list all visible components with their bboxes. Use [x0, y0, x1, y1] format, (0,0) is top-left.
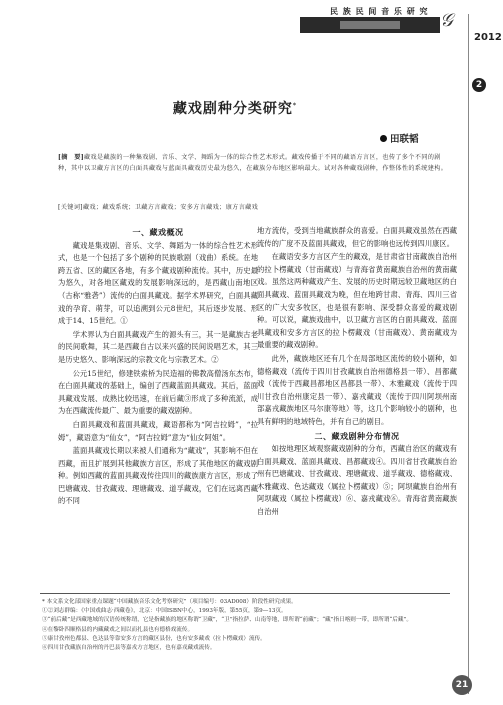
bullet-icon	[380, 135, 387, 142]
paragraph: 地方流传，受到当地藏族群众的喜爱。白面具藏戏虽然在西藏流传的广度不及蓝面具藏戏，但它的影响也远传到四川康区。	[257, 226, 457, 248]
abstract	[58, 152, 453, 174]
paragraph: 公元15世纪，修建铁索桥为民造福的佛教高僧汤东杰布，在白面具藏戏的基础上，编创了西藏蓝面具藏戏。其后，蓝面具藏戏发展、成熟比较迅速，在前后藏③形成了多种流派，成为在西藏流传最广、最为重要的藏戏剧种。	[58, 368, 258, 416]
footnote: * 本文系文化部国家重点课题“中国藏族音乐文化考察研究”（项目编号：03AD008）阶段性研究成果。	[42, 599, 297, 605]
footnotes	[42, 598, 462, 653]
paragraph: 在藏语安多方言区产生的藏戏，是甘肃省甘南藏族自治州的拉卜楞藏戏（甘南藏戏）与青海省黄南藏族自治州的黄南藏戏。虽然这两种藏戏产生、发展的历史时期远较卫藏地区的白面具藏戏、蓝面具藏戏为晚，但在地跨甘肃、青海、四川三省区的广大安多牧区，也是很有影响、深受群众喜爱的藏戏剧种。可以说，藏族戏曲中，以卫藏方言区的白面具藏戏、蓝面具藏戏和安多方言区的拉卜楞藏戏（甘南藏戏）、黄南藏戏为最重要的藏戏剧种。	[257, 252, 457, 350]
issue-badge: 2	[472, 78, 486, 92]
footnote: ①②刘志群编：《中国戏曲志·西藏卷》，北京：中国ISBN中心，1993年版，第55页，第9—13页。	[42, 608, 287, 615]
abstract-label: [摘 要]	[58, 154, 84, 161]
footnote: ④在黎卧四顺格县的内藏藏戏之间以而扎县也有德格戏流传。	[42, 626, 194, 633]
paragraph: 藏戏是集戏剧、音乐、文学、舞蹈为一体的综合性艺术形式，也是一个包括了多个剧种的民族歌剧（戏曲）系统。在地跨五省、区的藏区各地，有多个藏戏剧种流传。其中，历史最为悠久，对各地区藏戏的发展影响深远的，是西藏山南地区（古称“雅砻”）流传的白面具藏戏。据学术界研究，白面具藏戏的孕育、萌芽，可以追溯到公元8世纪，其后逐步发展、形成于14、15世纪。①	[58, 240, 258, 326]
paragraph: 此外，藏族地区还有几个在局部地区流传的较小剧种，如德格藏戏（流传于四川甘孜藏族自治州德格县一带）、昌都藏戏（流传于西藏昌都地区昌都县一带）、木雅藏戏（流传于四川甘孜自治州康定县一带）、嘉戎藏戏（流传于四川阿坝州南部嘉戎藏族地区马尔康等地）等，这几个影响较小的剧种，也具有鲜明的地域特色，并有自己的剧目。	[257, 353, 457, 426]
journal-name: 民 族 民 间 音 乐 研 究	[330, 7, 429, 16]
paragraph: 如按地理区域观察藏戏剧种的分布，西藏自治区的藏戏有白面具藏戏、蓝面具藏戏、昌都藏戏④。四川省甘孜藏族自治州有巴塘藏戏、甘孜藏戏、理塘藏戏、道孚藏戏、德格藏戏、木雅藏戏、色达藏戏（属拉卜楞藏戏）⑤；阿坝藏族自治州有阿坝藏戏（属拉卜楞藏戏）⑥、嘉戎藏戏⑥。青海省黄南藏族自治州	[257, 444, 457, 517]
section-heading: 二、藏戏剧种分布情况	[314, 430, 400, 441]
keywords-label: [关键词]	[58, 204, 83, 211]
header-strip	[300, 17, 440, 33]
keywords-text: 藏戏；藏戏系统；卫藏方言藏戏；安多方言藏戏；康方言藏戏	[82, 204, 259, 211]
footnote: ⑥四川甘孜藏族自治州的丹巴县等嘉戎方言地区，也有嘉戎藏戏流传。	[42, 645, 216, 652]
journal-logo-icon: 𝒢	[440, 10, 453, 31]
footnote: ③“前后藏”是西藏地域的汉语传统称谓，它是指藏族的地区称谓“卫藏”，“卫”指拉萨、山南等地，即所谓“前藏”；“藏”指日喀则一带，即所谓“后藏”。	[42, 617, 412, 624]
journal-year: 2012	[474, 32, 502, 43]
paragraph: 学术界认为白面具藏戏产生的源头有三，其一是藏族古老的民间歌舞，其二是西藏自古以来兴盛的民间说唱艺术，其三是历史悠久、影响深远的宗教文化与宗教艺术。②	[58, 329, 258, 364]
right-column	[257, 225, 457, 520]
footnote: ⑤康甘孜州色都县、色达县等靠安多方言的藏区县份，也有安多藏戏（拉卜楞藏戏）流传。	[42, 635, 266, 642]
left-column	[58, 225, 258, 509]
article-title: 藏戏剧种分类研究*	[172, 101, 298, 117]
author: 田联韬	[380, 131, 419, 145]
section-heading: 一、藏戏概况	[132, 227, 184, 237]
keywords	[58, 202, 453, 211]
abstract-text: 藏戏是藏族的一种集戏剧、音乐、文学、舞蹈为一体的综合性艺术形式。藏戏传播于不同的藏语方言区，也传了多个不同的剧种，其中以卫藏方言区的白面具藏戏与蓝面具藏戏历史最为悠久，在藏族分布地区影响最大。试对各种藏戏剧种，作整体性的系统建构。	[58, 154, 448, 173]
paragraph: 蓝面具藏戏长期以来被人们通称为“藏戏”，其影响不但在西藏，而且扩展到其他藏族方言区，形成了其他地区的藏戏剧种。例如西藏的蓝面具藏戏传往四川的藏族康方言区，形成了巴塘藏戏、甘孜藏戏、理塘藏戏、道孚藏戏，它们在远离西藏的不同	[58, 446, 258, 506]
page-number: 21	[452, 675, 472, 695]
footnote-rule	[40, 593, 450, 594]
paragraph: 白面具藏戏和蓝面具藏戏，藏语都称为“阿吉拉姆”，“拉姆”，藏语意为“仙女”，“阿吉拉姆”意为“仙女阿姐”。	[58, 419, 258, 442]
